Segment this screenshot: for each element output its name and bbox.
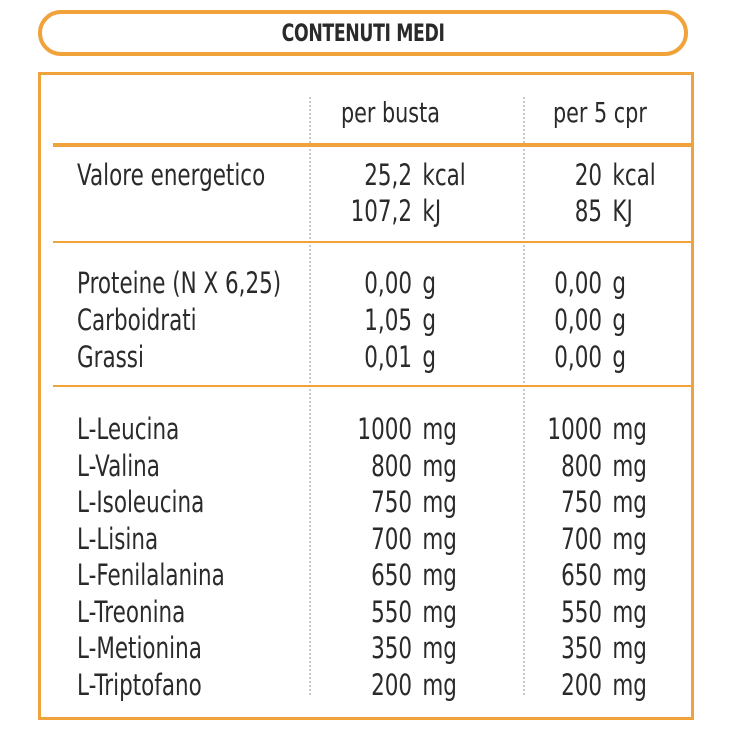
value-per-busta [341, 193, 481, 229]
value-unit: mg [422, 412, 457, 446]
value-number: 20 [574, 158, 603, 192]
row-label: Proteine (N X 6,25) [77, 266, 282, 300]
header-row [41, 95, 691, 131]
nutrition-table [38, 72, 694, 720]
title-banner [38, 10, 688, 56]
value-per-5-cpr [531, 484, 671, 520]
value-per-busta [341, 667, 481, 703]
value-number: 200 [371, 667, 413, 702]
value-number: 550 [561, 594, 603, 629]
row-label: L-Fenilalanina [77, 558, 225, 592]
value-per-busta [341, 339, 481, 375]
value-number: 107,2 [350, 194, 413, 228]
value-number: 650 [371, 558, 413, 592]
table-title: CONTENUTI MEDI [281, 19, 445, 47]
header-per-busta: per busta [341, 96, 440, 129]
amino-row [41, 557, 691, 593]
amino-row [41, 521, 691, 557]
value-per-5-cpr [531, 594, 671, 630]
value-per-busta [341, 557, 481, 593]
value-unit: g [612, 303, 627, 337]
value-unit: mg [422, 485, 457, 519]
value-number: 750 [561, 485, 603, 519]
value-per-busta [341, 157, 481, 193]
value-per-busta [341, 630, 481, 666]
value-unit: mg [612, 631, 647, 665]
value-number: 85 [574, 194, 603, 228]
value-number: 25,2 [364, 158, 413, 192]
value-unit: kcal [612, 158, 656, 192]
value-unit: g [612, 340, 627, 374]
value-unit: kcal [422, 158, 466, 192]
value-number: 800 [561, 448, 603, 483]
energy-row [41, 157, 691, 193]
amino-row [41, 484, 691, 520]
value-number: 0,00 [364, 266, 413, 300]
value-unit: KJ [612, 194, 633, 228]
value-unit: g [422, 303, 437, 337]
value-number: 1,05 [364, 303, 413, 337]
row-label: L-Treonina [77, 594, 186, 629]
row-label: Carboidrati [77, 303, 197, 337]
row-label: L-Lisina [77, 521, 159, 556]
value-per-busta [341, 448, 481, 484]
row-label: L-Valina [77, 448, 160, 483]
header-divider [53, 143, 691, 147]
value-number: 0,00 [554, 303, 603, 337]
value-unit: mg [422, 667, 457, 702]
value-number: 350 [561, 631, 603, 665]
value-unit: g [422, 266, 437, 300]
value-unit: mg [422, 521, 457, 556]
value-number: 1000 [547, 412, 603, 446]
value-number: 0,00 [554, 266, 603, 300]
value-unit: mg [422, 594, 457, 629]
value-per-busta [341, 594, 481, 630]
value-unit: g [612, 266, 627, 300]
row-label: Valore energetico [77, 158, 266, 192]
value-per-busta [341, 302, 481, 338]
amino-row [41, 411, 691, 447]
value-unit: mg [612, 558, 647, 592]
value-per-5-cpr [531, 157, 671, 193]
value-unit: mg [612, 448, 647, 483]
value-per-5-cpr [531, 521, 671, 557]
row-label: Grassi [77, 340, 144, 374]
value-number: 750 [371, 485, 413, 519]
value-unit: mg [422, 448, 457, 483]
value-unit: mg [422, 558, 457, 592]
value-number: 700 [561, 521, 603, 556]
value-per-5-cpr [531, 302, 671, 338]
value-number: 0,01 [364, 340, 413, 374]
energy-row [41, 193, 691, 229]
value-per-5-cpr [531, 193, 671, 229]
value-number: 550 [371, 594, 413, 629]
value-unit: mg [612, 485, 647, 519]
value-unit: kJ [422, 194, 442, 228]
header-per-5-cpr: per 5 cpr [553, 96, 647, 129]
value-unit: mg [612, 594, 647, 629]
value-per-5-cpr [531, 265, 671, 301]
value-number: 200 [561, 667, 603, 702]
value-per-busta [341, 411, 481, 447]
value-number: 700 [371, 521, 413, 556]
value-per-busta [341, 484, 481, 520]
section-divider-1 [53, 241, 691, 243]
row-label: L-Leucina [77, 412, 180, 446]
value-per-5-cpr [531, 448, 671, 484]
value-unit: mg [612, 412, 647, 446]
value-per-5-cpr [531, 411, 671, 447]
nutrient-row [41, 302, 691, 338]
value-number: 800 [371, 448, 413, 483]
value-per-5-cpr [531, 667, 671, 703]
amino-row [41, 594, 691, 630]
row-label: L-Triptofano [77, 667, 202, 702]
value-per-busta [341, 521, 481, 557]
nutrient-row [41, 339, 691, 375]
value-per-busta [341, 265, 481, 301]
value-unit: mg [612, 667, 647, 702]
value-unit: g [422, 340, 437, 374]
amino-row [41, 667, 691, 703]
value-unit: mg [422, 631, 457, 665]
value-number: 350 [371, 631, 413, 665]
value-number: 1000 [357, 412, 413, 446]
value-number: 650 [561, 558, 603, 592]
value-per-5-cpr [531, 630, 671, 666]
value-per-5-cpr [531, 339, 671, 375]
value-per-5-cpr [531, 557, 671, 593]
amino-row [41, 448, 691, 484]
section-divider-2 [53, 385, 691, 387]
row-label: L-Metionina [77, 631, 202, 665]
value-number: 0,00 [554, 340, 603, 374]
amino-row [41, 630, 691, 666]
nutrient-row [41, 265, 691, 301]
value-unit: mg [612, 521, 647, 556]
row-label: L-Isoleucina [77, 485, 205, 519]
